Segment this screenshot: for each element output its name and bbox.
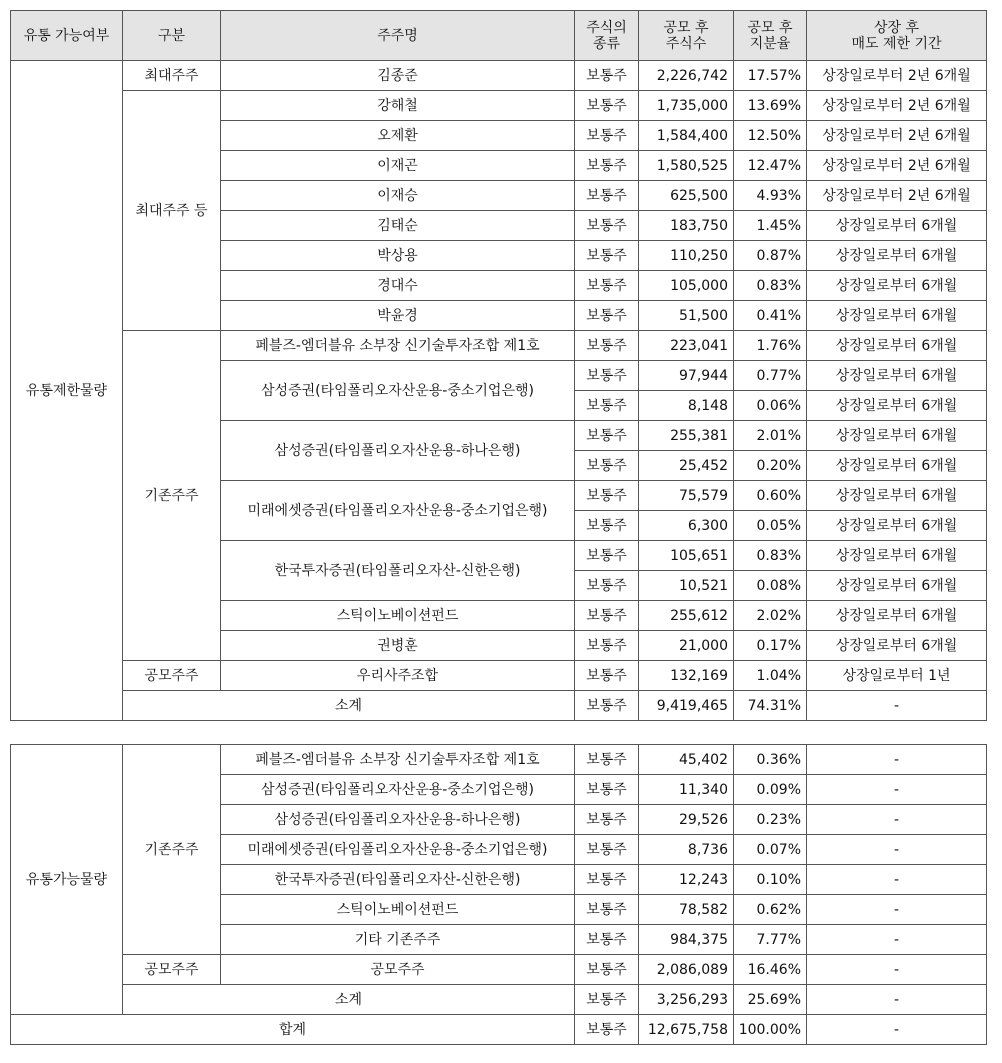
share-ratio: 0.87% [734, 241, 807, 271]
share-ratio: 1.04% [734, 661, 807, 691]
share-type: 보통주 [575, 121, 639, 151]
subtotal-label: 소계 [123, 985, 575, 1015]
share-type: 보통주 [575, 601, 639, 631]
share-count: 12,675,758 [639, 1015, 734, 1045]
share-type: 보통주 [575, 955, 639, 985]
share-type: 보통주 [575, 805, 639, 835]
table-row [11, 331, 987, 361]
share-ratio: 0.77% [734, 361, 807, 391]
header-shareholder-name: 주주명 [221, 11, 575, 61]
lockup-period: - [807, 775, 987, 805]
shareholder-name: 경대수 [221, 271, 575, 301]
lockup-period: - [807, 865, 987, 895]
share-type: 보통주 [575, 451, 639, 481]
restricted-shares-table [10, 10, 987, 721]
share-count: 625,500 [639, 181, 734, 211]
header-ratio-after-ipo: 공모 후 지분율 [734, 11, 807, 61]
lockup-period: 상장일로부터 6개월 [807, 241, 987, 271]
share-type: 보통주 [575, 661, 639, 691]
lockup-period: 상장일로부터 2년 6개월 [807, 91, 987, 121]
share-type: 보통주 [575, 745, 639, 775]
share-ratio: 4.93% [734, 181, 807, 211]
share-ratio: 1.76% [734, 331, 807, 361]
shareholder-name: 스틱이노베이션펀드 [221, 895, 575, 925]
lockup-period: - [807, 745, 987, 775]
share-type: 보통주 [575, 271, 639, 301]
share-count: 1,584,400 [639, 121, 734, 151]
lockup-period: 상장일로부터 6개월 [807, 511, 987, 541]
shareholder-name: 김태순 [221, 211, 575, 241]
header-share-type: 주식의 종류 [575, 11, 639, 61]
share-count: 1,580,525 [639, 151, 734, 181]
share-ratio: 0.83% [734, 271, 807, 301]
share-type: 보통주 [575, 421, 639, 451]
share-type: 보통주 [575, 541, 639, 571]
tradable-label: 유통가능물량 [11, 745, 123, 1015]
share-count: 6,300 [639, 511, 734, 541]
share-ratio: 2.01% [734, 421, 807, 451]
lockup-period: 상장일로부터 6개월 [807, 601, 987, 631]
restricted-label: 유통제한물량 [11, 61, 123, 721]
shareholder-name: 페블즈-엠더블유 소부장 신기술투자조합 제1호 [221, 745, 575, 775]
share-ratio: 7.77% [734, 925, 807, 955]
share-type: 보통주 [575, 481, 639, 511]
lockup-period: 상장일로부터 2년 6개월 [807, 121, 987, 151]
shareholder-name: 공모주주 [221, 955, 575, 985]
shareholder-name: 삼성증권(타임폴리오자산운용-중소기업은행) [221, 775, 575, 805]
lockup-period: 상장일로부터 6개월 [807, 481, 987, 511]
share-ratio: 0.36% [734, 745, 807, 775]
lockup-period: 상장일로부터 6개월 [807, 421, 987, 451]
share-type: 보통주 [575, 301, 639, 331]
shareholder-name: 이재승 [221, 181, 575, 211]
share-type: 보통주 [575, 211, 639, 241]
shareholder-name: 강해철 [221, 91, 575, 121]
share-type: 보통주 [575, 1015, 639, 1045]
share-count: 51,500 [639, 301, 734, 331]
share-count: 11,340 [639, 775, 734, 805]
lockup-period: 상장일로부터 6개월 [807, 211, 987, 241]
lockup-period: - [807, 1015, 987, 1045]
share-ratio: 17.57% [734, 61, 807, 91]
share-ratio: 13.69% [734, 91, 807, 121]
share-ratio: 0.60% [734, 481, 807, 511]
share-count: 12,243 [639, 865, 734, 895]
share-count: 110,250 [639, 241, 734, 271]
shareholder-name: 페블즈-엠더블유 소부장 신기술투자조합 제1호 [221, 331, 575, 361]
share-ratio: 12.50% [734, 121, 807, 151]
lockup-period: - [807, 955, 987, 985]
share-count: 105,000 [639, 271, 734, 301]
shareholder-name: 박윤경 [221, 301, 575, 331]
share-type: 보통주 [575, 511, 639, 541]
share-count: 45,402 [639, 745, 734, 775]
lockup-period: 상장일로부터 2년 6개월 [807, 181, 987, 211]
group-public: 공모주주 [123, 955, 221, 985]
lockup-period: 상장일로부터 2년 6개월 [807, 151, 987, 181]
share-ratio: 0.23% [734, 805, 807, 835]
table-row [11, 955, 987, 985]
shareholder-name: 박상용 [221, 241, 575, 271]
header-row [11, 11, 987, 61]
lockup-period: 상장일로부터 6개월 [807, 361, 987, 391]
share-count: 223,041 [639, 331, 734, 361]
share-ratio: 0.17% [734, 631, 807, 661]
share-ratio: 0.83% [734, 541, 807, 571]
lockup-period: - [807, 805, 987, 835]
subtotal-row [11, 985, 987, 1015]
table-row [11, 745, 987, 775]
total-label: 합계 [11, 1015, 575, 1045]
share-count: 8,148 [639, 391, 734, 421]
share-type: 보통주 [575, 91, 639, 121]
share-ratio: 0.20% [734, 451, 807, 481]
shareholder-name: 김종준 [221, 61, 575, 91]
shareholder-name: 한국투자증권(타임폴리오자산-신한은행) [221, 541, 575, 601]
lockup-period: 상장일로부터 1년 [807, 661, 987, 691]
share-count: 183,750 [639, 211, 734, 241]
share-type: 보통주 [575, 61, 639, 91]
shareholder-name: 오제환 [221, 121, 575, 151]
share-ratio: 0.62% [734, 895, 807, 925]
share-count: 132,169 [639, 661, 734, 691]
share-count: 9,419,465 [639, 691, 734, 721]
share-count: 78,582 [639, 895, 734, 925]
share-count: 25,452 [639, 451, 734, 481]
shareholder-name: 삼성증권(타임폴리오자산운용-하나은행) [221, 805, 575, 835]
share-type: 보통주 [575, 775, 639, 805]
shareholder-name: 권병훈 [221, 631, 575, 661]
share-count: 10,521 [639, 571, 734, 601]
subtotal-label: 소계 [123, 691, 575, 721]
share-type: 보통주 [575, 865, 639, 895]
share-ratio: 12.47% [734, 151, 807, 181]
shareholder-name: 우리사주조합 [221, 661, 575, 691]
share-count: 3,256,293 [639, 985, 734, 1015]
share-count: 255,612 [639, 601, 734, 631]
shareholder-name: 삼성증권(타임폴리오자산운용-중소기업은행) [221, 361, 575, 421]
share-count: 105,651 [639, 541, 734, 571]
shareholder-name: 기타 기존주주 [221, 925, 575, 955]
group-existing: 기존주주 [123, 745, 221, 955]
share-ratio: 0.07% [734, 835, 807, 865]
share-ratio: 0.08% [734, 571, 807, 601]
share-type: 보통주 [575, 691, 639, 721]
share-ratio: 0.41% [734, 301, 807, 331]
share-count: 29,526 [639, 805, 734, 835]
shareholder-name: 한국투자증권(타임폴리오자산-신한은행) [221, 865, 575, 895]
group-largest: 최대주주 [123, 61, 221, 91]
share-type: 보통주 [575, 925, 639, 955]
header-shares-after-ipo: 공모 후 주식수 [639, 11, 734, 61]
total-row [11, 1015, 987, 1045]
share-type: 보통주 [575, 571, 639, 601]
share-type: 보통주 [575, 631, 639, 661]
share-type: 보통주 [575, 835, 639, 865]
share-count: 21,000 [639, 631, 734, 661]
lockup-period: 상장일로부터 6개월 [807, 451, 987, 481]
lockup-period: - [807, 895, 987, 925]
share-type: 보통주 [575, 151, 639, 181]
share-count: 97,944 [639, 361, 734, 391]
lockup-period: - [807, 835, 987, 865]
shareholder-name: 스틱이노베이션펀드 [221, 601, 575, 631]
share-count: 1,735,000 [639, 91, 734, 121]
group-public: 공모주주 [123, 661, 221, 691]
share-count: 8,736 [639, 835, 734, 865]
share-count: 75,579 [639, 481, 734, 511]
header-lockup-period: 상장 후 매도 제한 기간 [807, 11, 987, 61]
tradable-shares-table [10, 744, 987, 1045]
share-ratio: 2.02% [734, 601, 807, 631]
header-tradability: 유통 가능여부 [11, 11, 123, 61]
lockup-period: 상장일로부터 6개월 [807, 331, 987, 361]
share-type: 보통주 [575, 331, 639, 361]
lockup-period: - [807, 985, 987, 1015]
lockup-period: 상장일로부터 6개월 [807, 391, 987, 421]
lockup-period: 상장일로부터 6개월 [807, 301, 987, 331]
shareholder-name: 미래에셋증권(타임폴리오자산운용-중소기업은행) [221, 481, 575, 541]
share-ratio: 100.00% [734, 1015, 807, 1045]
shareholder-name: 이재곤 [221, 151, 575, 181]
share-type: 보통주 [575, 391, 639, 421]
subtotal-row [11, 691, 987, 721]
header-category: 구분 [123, 11, 221, 61]
group-existing: 기존주주 [123, 331, 221, 661]
lockup-period: 상장일로부터 6개월 [807, 631, 987, 661]
share-ratio: 25.69% [734, 985, 807, 1015]
share-ratio: 1.45% [734, 211, 807, 241]
share-ratio: 0.05% [734, 511, 807, 541]
table-row [11, 91, 987, 121]
share-ratio: 74.31% [734, 691, 807, 721]
lockup-period: 상장일로부터 6개월 [807, 571, 987, 601]
group-largest-related: 최대주주 등 [123, 91, 221, 331]
table-row [11, 61, 987, 91]
share-count: 2,086,089 [639, 955, 734, 985]
share-type: 보통주 [575, 985, 639, 1015]
share-count: 984,375 [639, 925, 734, 955]
lockup-period: 상장일로부터 2년 6개월 [807, 61, 987, 91]
share-type: 보통주 [575, 361, 639, 391]
lockup-period: 상장일로부터 6개월 [807, 541, 987, 571]
lockup-period: - [807, 925, 987, 955]
shareholder-name: 삼성증권(타임폴리오자산운용-하나은행) [221, 421, 575, 481]
share-type: 보통주 [575, 181, 639, 211]
shareholder-name: 미래에셋증권(타임폴리오자산운용-중소기업은행) [221, 835, 575, 865]
share-count: 2,226,742 [639, 61, 734, 91]
share-ratio: 0.09% [734, 775, 807, 805]
share-ratio: 0.10% [734, 865, 807, 895]
share-type: 보통주 [575, 241, 639, 271]
share-type: 보통주 [575, 895, 639, 925]
share-count: 255,381 [639, 421, 734, 451]
table-row [11, 661, 987, 691]
lockup-period: 상장일로부터 6개월 [807, 271, 987, 301]
share-ratio: 0.06% [734, 391, 807, 421]
lockup-period: - [807, 691, 987, 721]
share-ratio: 16.46% [734, 955, 807, 985]
